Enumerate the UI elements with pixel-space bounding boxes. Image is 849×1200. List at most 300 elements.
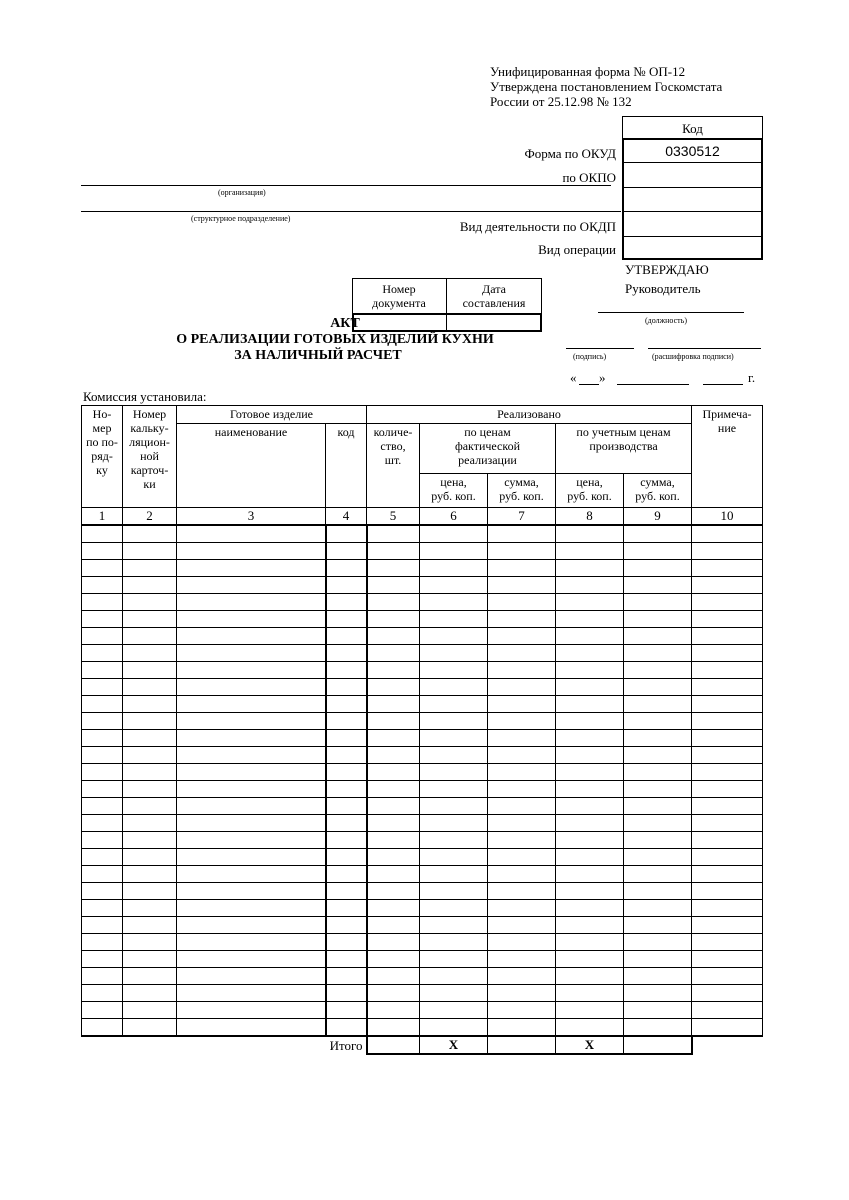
cell-quantity[interactable] — [367, 917, 420, 934]
cell-name[interactable] — [177, 781, 326, 798]
cell-account-price[interactable] — [556, 934, 624, 951]
cell-note[interactable] — [692, 577, 763, 594]
cell-code[interactable] — [326, 866, 367, 883]
cell-quantity[interactable] — [367, 525, 420, 543]
cell-account-price[interactable] — [556, 628, 624, 645]
cell-account-price[interactable] — [556, 560, 624, 577]
cell-code[interactable] — [326, 764, 367, 781]
cell-account-price[interactable] — [556, 917, 624, 934]
cell-actual-sum[interactable] — [488, 917, 556, 934]
cell-note[interactable] — [692, 934, 763, 951]
cell-account-price[interactable] — [556, 764, 624, 781]
cell-account-price[interactable] — [556, 543, 624, 560]
cell-code[interactable] — [326, 985, 367, 1002]
cell-actual-price[interactable] — [420, 849, 488, 866]
cell-note[interactable] — [692, 525, 763, 543]
cell-quantity[interactable] — [367, 764, 420, 781]
cell-account-price[interactable] — [556, 815, 624, 832]
subdivision-field[interactable] — [81, 211, 621, 212]
cell-account-sum[interactable] — [624, 747, 692, 764]
cell-quantity[interactable] — [367, 730, 420, 747]
cell-name[interactable] — [177, 713, 326, 730]
cell-actual-price[interactable] — [420, 628, 488, 645]
cell-name[interactable] — [177, 832, 326, 849]
cell-account-price[interactable] — [556, 525, 624, 543]
cell-actual-price[interactable] — [420, 577, 488, 594]
cell-name[interactable] — [177, 577, 326, 594]
position-field[interactable] — [598, 312, 744, 313]
cell-account-price[interactable] — [556, 900, 624, 917]
cell-account-price[interactable] — [556, 679, 624, 696]
cell-quantity[interactable] — [367, 611, 420, 628]
cell-account-price[interactable] — [556, 951, 624, 968]
cell-actual-price[interactable] — [420, 611, 488, 628]
cell-code[interactable] — [326, 883, 367, 900]
cell-actual-sum[interactable] — [488, 645, 556, 662]
year-field[interactable] — [703, 384, 743, 385]
cell-actual-sum[interactable] — [488, 1002, 556, 1019]
cell-account-price[interactable] — [556, 781, 624, 798]
cell-note[interactable] — [692, 917, 763, 934]
signature-field[interactable] — [566, 348, 634, 349]
cell-actual-sum[interactable] — [488, 577, 556, 594]
cell-name[interactable] — [177, 849, 326, 866]
cell-card[interactable] — [123, 934, 177, 951]
cell-account-sum[interactable] — [624, 1002, 692, 1019]
cell-actual-price[interactable] — [420, 968, 488, 985]
day-field[interactable] — [579, 384, 599, 385]
cell-code[interactable] — [326, 968, 367, 985]
cell-account-sum[interactable] — [624, 696, 692, 713]
total-actual-sum[interactable] — [488, 1036, 556, 1054]
cell-number[interactable] — [82, 832, 123, 849]
cell-note[interactable] — [692, 781, 763, 798]
cell-actual-price[interactable] — [420, 1019, 488, 1037]
cell-number[interactable] — [82, 815, 123, 832]
cell-name[interactable] — [177, 815, 326, 832]
cell-card[interactable] — [123, 662, 177, 679]
cell-note[interactable] — [692, 985, 763, 1002]
cell-card[interactable] — [123, 866, 177, 883]
cell-account-sum[interactable] — [624, 764, 692, 781]
cell-account-sum[interactable] — [624, 951, 692, 968]
cell-note[interactable] — [692, 815, 763, 832]
cell-card[interactable] — [123, 577, 177, 594]
cell-actual-sum[interactable] — [488, 543, 556, 560]
cell-code[interactable] — [326, 917, 367, 934]
cell-account-price[interactable] — [556, 1019, 624, 1037]
cell-number[interactable] — [82, 917, 123, 934]
cell-actual-sum[interactable] — [488, 951, 556, 968]
cell-code[interactable] — [326, 832, 367, 849]
cell-name[interactable] — [177, 611, 326, 628]
cell-number[interactable] — [82, 900, 123, 917]
cell-card[interactable] — [123, 900, 177, 917]
cell-code[interactable] — [326, 1019, 367, 1037]
cell-actual-sum[interactable] — [488, 764, 556, 781]
cell-note[interactable] — [692, 798, 763, 815]
cell-actual-price[interactable] — [420, 815, 488, 832]
cell-quantity[interactable] — [367, 628, 420, 645]
cell-code[interactable] — [326, 730, 367, 747]
cell-actual-sum[interactable] — [488, 611, 556, 628]
cell-note[interactable] — [692, 764, 763, 781]
cell-number[interactable] — [82, 594, 123, 611]
cell-code[interactable] — [326, 594, 367, 611]
cell-quantity[interactable] — [367, 560, 420, 577]
cell-code[interactable] — [326, 628, 367, 645]
cell-card[interactable] — [123, 832, 177, 849]
cell-actual-price[interactable] — [420, 883, 488, 900]
cell-actual-sum[interactable] — [488, 679, 556, 696]
cell-actual-sum[interactable] — [488, 628, 556, 645]
month-field[interactable] — [617, 384, 689, 385]
cell-note[interactable] — [692, 747, 763, 764]
cell-card[interactable] — [123, 883, 177, 900]
cell-code[interactable] — [326, 781, 367, 798]
cell-quantity[interactable] — [367, 662, 420, 679]
cell-actual-price[interactable] — [420, 543, 488, 560]
cell-actual-price[interactable] — [420, 985, 488, 1002]
cell-actual-sum[interactable] — [488, 696, 556, 713]
cell-name[interactable] — [177, 594, 326, 611]
cell-card[interactable] — [123, 764, 177, 781]
cell-account-sum[interactable] — [624, 713, 692, 730]
cell-note[interactable] — [692, 611, 763, 628]
cell-account-sum[interactable] — [624, 917, 692, 934]
cell-account-price[interactable] — [556, 696, 624, 713]
cell-number[interactable] — [82, 951, 123, 968]
cell-actual-sum[interactable] — [488, 968, 556, 985]
cell-quantity[interactable] — [367, 679, 420, 696]
cell-note[interactable] — [692, 543, 763, 560]
cell-code[interactable] — [326, 951, 367, 968]
cell-account-sum[interactable] — [624, 781, 692, 798]
cell-card[interactable] — [123, 543, 177, 560]
cell-account-price[interactable] — [556, 832, 624, 849]
cell-account-sum[interactable] — [624, 611, 692, 628]
cell-actual-price[interactable] — [420, 764, 488, 781]
organization-field[interactable] — [81, 185, 611, 186]
cell-actual-sum[interactable] — [488, 798, 556, 815]
cell-card[interactable] — [123, 1002, 177, 1019]
cell-account-price[interactable] — [556, 662, 624, 679]
cell-actual-price[interactable] — [420, 917, 488, 934]
cell-actual-price[interactable] — [420, 798, 488, 815]
cell-name[interactable] — [177, 934, 326, 951]
cell-note[interactable] — [692, 628, 763, 645]
cell-card[interactable] — [123, 645, 177, 662]
cell-actual-sum[interactable] — [488, 662, 556, 679]
cell-number[interactable] — [82, 934, 123, 951]
cell-name[interactable] — [177, 917, 326, 934]
cell-account-sum[interactable] — [624, 849, 692, 866]
cell-code[interactable] — [326, 662, 367, 679]
cell-account-sum[interactable] — [624, 815, 692, 832]
cell-card[interactable] — [123, 951, 177, 968]
cell-card[interactable] — [123, 594, 177, 611]
cell-number[interactable] — [82, 1019, 123, 1037]
cell-number[interactable] — [82, 866, 123, 883]
cell-actual-price[interactable] — [420, 1002, 488, 1019]
cell-code[interactable] — [326, 645, 367, 662]
cell-quantity[interactable] — [367, 798, 420, 815]
cell-account-sum[interactable] — [624, 900, 692, 917]
cell-code[interactable] — [326, 577, 367, 594]
cell-actual-price[interactable] — [420, 747, 488, 764]
cell-account-sum[interactable] — [624, 628, 692, 645]
cell-actual-price[interactable] — [420, 662, 488, 679]
cell-account-price[interactable] — [556, 730, 624, 747]
cell-account-sum[interactable] — [624, 594, 692, 611]
cell-number[interactable] — [82, 662, 123, 679]
cell-card[interactable] — [123, 713, 177, 730]
cell-card[interactable] — [123, 696, 177, 713]
cell-account-price[interactable] — [556, 747, 624, 764]
cell-account-sum[interactable] — [624, 577, 692, 594]
cell-card[interactable] — [123, 781, 177, 798]
cell-name[interactable] — [177, 747, 326, 764]
cell-note[interactable] — [692, 662, 763, 679]
cell-quantity[interactable] — [367, 849, 420, 866]
cell-name[interactable] — [177, 985, 326, 1002]
cell-account-sum[interactable] — [624, 645, 692, 662]
cell-quantity[interactable] — [367, 1019, 420, 1037]
cell-account-sum[interactable] — [624, 968, 692, 985]
cell-quantity[interactable] — [367, 594, 420, 611]
cell-code[interactable] — [326, 543, 367, 560]
total-account-sum[interactable] — [624, 1036, 692, 1054]
cell-actual-sum[interactable] — [488, 866, 556, 883]
cell-quantity[interactable] — [367, 747, 420, 764]
cell-actual-price[interactable] — [420, 730, 488, 747]
cell-code[interactable] — [326, 525, 367, 543]
cell-name[interactable] — [177, 883, 326, 900]
cell-card[interactable] — [123, 917, 177, 934]
cell-number[interactable] — [82, 611, 123, 628]
cell-quantity[interactable] — [367, 645, 420, 662]
cell-actual-price[interactable] — [420, 951, 488, 968]
cell-number[interactable] — [82, 645, 123, 662]
cell-account-price[interactable] — [556, 849, 624, 866]
cell-note[interactable] — [692, 900, 763, 917]
cell-actual-sum[interactable] — [488, 781, 556, 798]
cell-code[interactable] — [326, 900, 367, 917]
cell-actual-price[interactable] — [420, 645, 488, 662]
cell-account-price[interactable] — [556, 968, 624, 985]
cell-actual-sum[interactable] — [488, 747, 556, 764]
cell-account-sum[interactable] — [624, 934, 692, 951]
cell-name[interactable] — [177, 866, 326, 883]
cell-account-sum[interactable] — [624, 985, 692, 1002]
cell-account-sum[interactable] — [624, 1019, 692, 1037]
cell-quantity[interactable] — [367, 543, 420, 560]
cell-quantity[interactable] — [367, 883, 420, 900]
cell-code[interactable] — [326, 747, 367, 764]
total-quantity[interactable] — [367, 1036, 420, 1054]
cell-note[interactable] — [692, 832, 763, 849]
cell-quantity[interactable] — [367, 900, 420, 917]
cell-actual-sum[interactable] — [488, 815, 556, 832]
cell-card[interactable] — [123, 730, 177, 747]
cell-code[interactable] — [326, 560, 367, 577]
cell-note[interactable] — [692, 968, 763, 985]
cell-number[interactable] — [82, 525, 123, 543]
cell-note[interactable] — [692, 951, 763, 968]
cell-actual-sum[interactable] — [488, 934, 556, 951]
cell-number[interactable] — [82, 730, 123, 747]
cell-actual-sum[interactable] — [488, 849, 556, 866]
cell-quantity[interactable] — [367, 815, 420, 832]
cell-note[interactable] — [692, 866, 763, 883]
cell-quantity[interactable] — [367, 985, 420, 1002]
cell-actual-sum[interactable] — [488, 560, 556, 577]
cell-note[interactable] — [692, 645, 763, 662]
cell-actual-sum[interactable] — [488, 832, 556, 849]
cell-code[interactable] — [326, 679, 367, 696]
cell-account-price[interactable] — [556, 798, 624, 815]
cell-account-sum[interactable] — [624, 662, 692, 679]
cell-account-price[interactable] — [556, 1002, 624, 1019]
cell-actual-price[interactable] — [420, 832, 488, 849]
cell-actual-price[interactable] — [420, 900, 488, 917]
cell-account-sum[interactable] — [624, 832, 692, 849]
cell-number[interactable] — [82, 543, 123, 560]
cell-code[interactable] — [326, 1002, 367, 1019]
cell-card[interactable] — [123, 849, 177, 866]
cell-actual-price[interactable] — [420, 934, 488, 951]
cell-quantity[interactable] — [367, 577, 420, 594]
cell-number[interactable] — [82, 747, 123, 764]
cell-card[interactable] — [123, 525, 177, 543]
cell-account-price[interactable] — [556, 713, 624, 730]
cell-quantity[interactable] — [367, 866, 420, 883]
cell-number[interactable] — [82, 781, 123, 798]
cell-actual-sum[interactable] — [488, 594, 556, 611]
cell-name[interactable] — [177, 543, 326, 560]
cell-card[interactable] — [123, 611, 177, 628]
cell-card[interactable] — [123, 815, 177, 832]
cell-actual-price[interactable] — [420, 594, 488, 611]
cell-name[interactable] — [177, 628, 326, 645]
cell-code[interactable] — [326, 611, 367, 628]
cell-note[interactable] — [692, 730, 763, 747]
cell-card[interactable] — [123, 679, 177, 696]
cell-account-sum[interactable] — [624, 730, 692, 747]
cell-name[interactable] — [177, 951, 326, 968]
cell-quantity[interactable] — [367, 951, 420, 968]
cell-name[interactable] — [177, 968, 326, 985]
cell-actual-price[interactable] — [420, 679, 488, 696]
cell-note[interactable] — [692, 594, 763, 611]
cell-account-sum[interactable] — [624, 679, 692, 696]
cell-account-price[interactable] — [556, 577, 624, 594]
cell-number[interactable] — [82, 883, 123, 900]
cell-code[interactable] — [326, 934, 367, 951]
decode-field[interactable] — [648, 348, 761, 349]
cell-quantity[interactable] — [367, 781, 420, 798]
cell-name[interactable] — [177, 696, 326, 713]
cell-actual-sum[interactable] — [488, 900, 556, 917]
cell-quantity[interactable] — [367, 968, 420, 985]
cell-card[interactable] — [123, 560, 177, 577]
cell-number[interactable] — [82, 560, 123, 577]
cell-note[interactable] — [692, 696, 763, 713]
cell-note[interactable] — [692, 849, 763, 866]
cell-number[interactable] — [82, 628, 123, 645]
cell-account-price[interactable] — [556, 866, 624, 883]
cell-name[interactable] — [177, 730, 326, 747]
cell-name[interactable] — [177, 645, 326, 662]
cell-card[interactable] — [123, 968, 177, 985]
cell-actual-sum[interactable] — [488, 883, 556, 900]
cell-card[interactable] — [123, 747, 177, 764]
cell-actual-sum[interactable] — [488, 1019, 556, 1037]
cell-name[interactable] — [177, 679, 326, 696]
cell-card[interactable] — [123, 1019, 177, 1037]
cell-account-price[interactable] — [556, 645, 624, 662]
cell-note[interactable] — [692, 1019, 763, 1037]
cell-quantity[interactable] — [367, 696, 420, 713]
cell-number[interactable] — [82, 577, 123, 594]
cell-name[interactable] — [177, 662, 326, 679]
cell-quantity[interactable] — [367, 1002, 420, 1019]
cell-card[interactable] — [123, 628, 177, 645]
cell-note[interactable] — [692, 1002, 763, 1019]
cell-quantity[interactable] — [367, 832, 420, 849]
cell-account-sum[interactable] — [624, 543, 692, 560]
cell-number[interactable] — [82, 679, 123, 696]
cell-actual-sum[interactable] — [488, 713, 556, 730]
cell-actual-sum[interactable] — [488, 525, 556, 543]
cell-code[interactable] — [326, 798, 367, 815]
cell-quantity[interactable] — [367, 713, 420, 730]
cell-note[interactable] — [692, 883, 763, 900]
cell-account-sum[interactable] — [624, 525, 692, 543]
cell-number[interactable] — [82, 849, 123, 866]
cell-account-sum[interactable] — [624, 798, 692, 815]
cell-actual-price[interactable] — [420, 866, 488, 883]
cell-account-sum[interactable] — [624, 560, 692, 577]
cell-name[interactable] — [177, 1002, 326, 1019]
cell-code[interactable] — [326, 849, 367, 866]
cell-number[interactable] — [82, 798, 123, 815]
cell-account-price[interactable] — [556, 611, 624, 628]
cell-name[interactable] — [177, 525, 326, 543]
cell-account-sum[interactable] — [624, 866, 692, 883]
cell-number[interactable] — [82, 968, 123, 985]
cell-actual-price[interactable] — [420, 560, 488, 577]
cell-account-price[interactable] — [556, 985, 624, 1002]
cell-name[interactable] — [177, 900, 326, 917]
cell-number[interactable] — [82, 1002, 123, 1019]
cell-number[interactable] — [82, 764, 123, 781]
cell-note[interactable] — [692, 713, 763, 730]
cell-actual-price[interactable] — [420, 696, 488, 713]
cell-name[interactable] — [177, 764, 326, 781]
cell-actual-price[interactable] — [420, 781, 488, 798]
cell-code[interactable] — [326, 815, 367, 832]
cell-number[interactable] — [82, 713, 123, 730]
cell-code[interactable] — [326, 696, 367, 713]
cell-account-price[interactable] — [556, 883, 624, 900]
cell-code[interactable] — [326, 713, 367, 730]
cell-actual-price[interactable] — [420, 713, 488, 730]
cell-name[interactable] — [177, 560, 326, 577]
cell-account-sum[interactable] — [624, 883, 692, 900]
cell-number[interactable] — [82, 696, 123, 713]
cell-actual-price[interactable] — [420, 525, 488, 543]
